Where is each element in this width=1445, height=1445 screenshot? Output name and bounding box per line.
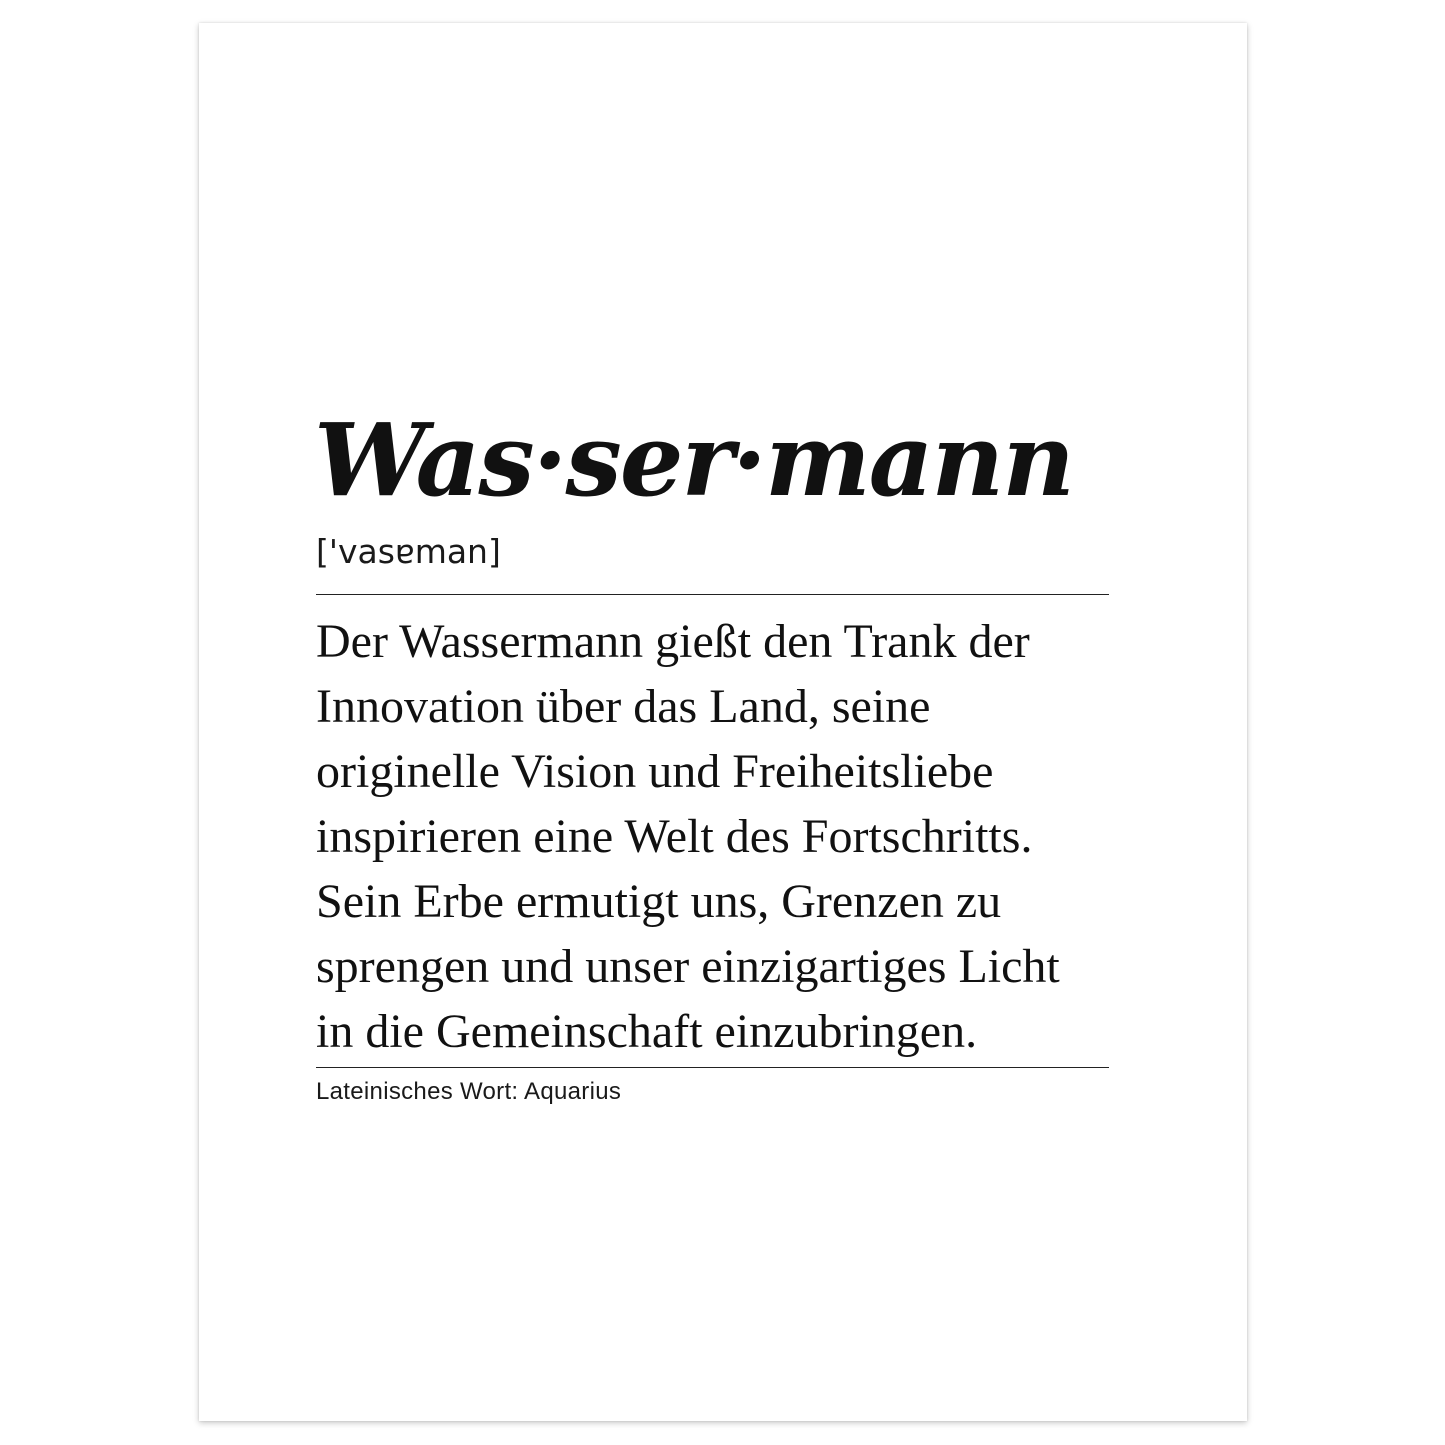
definition-line: inspirieren eine Welt des Fortschritts.	[316, 810, 1033, 863]
poster-sheet	[199, 23, 1247, 1421]
pronunciation: ['vasɐman]	[316, 532, 501, 571]
latin-word-note: Lateinisches Wort: Aquarius	[316, 1078, 622, 1105]
definition-line: sprengen und unser einzigartiges Licht	[316, 940, 1060, 993]
top-divider	[316, 594, 1109, 595]
definition-line: Sein Erbe ermutigt uns, Grenzen zu	[316, 875, 1002, 928]
definition-line: Der Wassermann gießt den Trank der	[316, 615, 1030, 668]
dictionary-entry	[316, 395, 1226, 1108]
headword: Was·ser·mann	[314, 401, 1073, 519]
definition-text	[316, 609, 1226, 1064]
bottom-divider	[316, 1067, 1109, 1068]
definition-line: originelle Vision und Freiheitsliebe	[316, 745, 994, 798]
definition-line: Innovation über das Land, seine	[316, 680, 931, 733]
definition-line: in die Gemeinschaft einzubringen.	[316, 1005, 978, 1058]
